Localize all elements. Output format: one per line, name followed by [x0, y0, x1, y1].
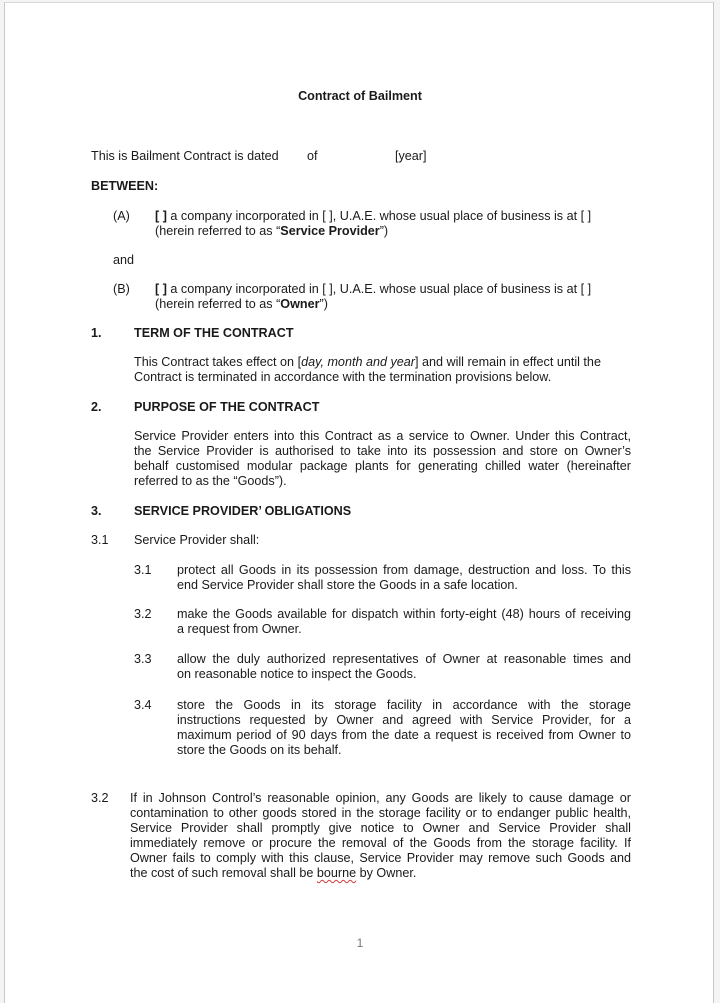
misspelled-word[interactable]: bourne — [316, 866, 357, 880]
section-2-number: 2. — [91, 400, 102, 414]
party-a-label: (A) — [113, 209, 130, 223]
clause-3-2-text — [130, 791, 631, 881]
section-1-text-a: This Contract takes effect on [ — [134, 355, 302, 369]
party-a-line1 — [155, 209, 633, 224]
section-3-number: 3. — [91, 504, 102, 518]
section-1-text-b: ] and will remain in effect until the — [414, 355, 601, 369]
clause-3-2-line: If in Johnson Control’s reasonable opinion, any Goods are likely to cause damage or — [130, 791, 631, 805]
subitem-line: end Service Provider shall store the Goods in a safe location. — [177, 578, 518, 592]
subitem-line: store the Goods on its behalf. — [177, 743, 342, 757]
party-b-line2 — [155, 297, 328, 312]
party-a-line2 — [155, 224, 388, 239]
party-a-herein-text: (herein referred to as “ — [155, 224, 281, 238]
party-b-herein-text: (herein referred to as “ — [155, 297, 281, 311]
subitem-line: store the Goods in its storage facility in accordance with the storage — [177, 698, 631, 712]
clause-3-1-intro: Service Provider shall: — [134, 533, 260, 547]
clause-3-2-last-line — [130, 866, 631, 881]
clause-3-2-last-line-prefix: the cost of such removal shall be — [130, 866, 317, 880]
page-number: 1 — [356, 936, 364, 950]
subitem-number: 3.2 — [134, 607, 152, 621]
party-b-line1 — [155, 282, 633, 297]
section-1-body-line1 — [134, 355, 601, 370]
section-3-heading: SERVICE PROVIDER’ OBLIGATIONS — [134, 504, 352, 518]
subitem-line: allow the duly authorized representatives of Owner at reasonable times and — [177, 652, 631, 666]
section-2-body-line: Service Provider enters into this Contract as a service to Owner. Under this Contract, — [134, 429, 631, 443]
subitem-number: 3.1 — [134, 563, 152, 577]
party-a-close-quote: ”) — [379, 224, 389, 238]
subitem-line: maximum period of 90 days from the date a request is received from Owner to — [177, 728, 631, 742]
subitem-line: a request from Owner. — [177, 622, 302, 636]
subitem-number: 3.3 — [134, 652, 152, 666]
party-a-description: a company incorporated in [ ], U.A.E. whose usual place of business is at [ ] — [166, 209, 592, 223]
party-a-bracket: [ ] — [155, 209, 167, 223]
and-label: and — [113, 253, 135, 267]
subitem-text — [177, 563, 631, 593]
clause-3-1-number: 3.1 — [91, 533, 109, 547]
section-1-body-line2: Contract is terminated in accordance with the termination provisions below. — [134, 370, 552, 384]
section-2-heading: PURPOSE OF THE CONTRACT — [134, 400, 320, 414]
clause-3-2-line: contamination to other goods stored in the storage facility or to endanger public health, — [130, 806, 631, 820]
section-1-number: 1. — [91, 326, 102, 340]
party-b-description: a company incorporated in [ ], U.A.E. whose usual place of business is at [ ] — [166, 282, 592, 296]
document-title: Contract of Bailment — [298, 89, 422, 103]
dated-line-year: [year] — [395, 149, 427, 163]
section-1-heading: TERM OF THE CONTRACT — [134, 326, 294, 340]
subitem-text — [177, 607, 631, 637]
clause-3-2-line: Service Provider shall promptly give notice to Owner and Service Provider shall — [130, 821, 631, 835]
clause-3-2-line: Owner fails to comply with this clause, Service Provider may remove such Goods and — [130, 851, 631, 865]
party-b-label: (B) — [113, 282, 130, 296]
subitem-line: make the Goods available for dispatch within forty-eight (48) hours of receiving — [177, 607, 631, 621]
subitem-line: instructions requested by Owner and agreed with Service Provider, for a — [177, 713, 631, 727]
subitem-line: on reasonable notice to inspect the Goods. — [177, 667, 417, 681]
subitem-line: protect all Goods in its possession from damage, destruction and loss. To this — [177, 563, 631, 577]
party-a-defined-term: Service Provider — [280, 224, 380, 238]
party-b-close-quote: ”) — [319, 297, 328, 311]
subitem-number: 3.4 — [134, 698, 152, 712]
party-b-bracket: [ ] — [155, 282, 167, 296]
clause-3-2-line: immediately remove or procure the removal of the Goods from the storage facility. If — [130, 836, 631, 850]
subitem-text — [177, 652, 631, 682]
section-2-body-line: behalf customised modular package plants for generating chilled water (hereinafter — [134, 459, 631, 473]
clause-3-2-number: 3.2 — [91, 791, 109, 805]
section-2-body-line: referred to as the “Goods”). — [134, 474, 287, 488]
dated-line-of: of — [307, 149, 318, 163]
dated-line-prefix: This is Bailment Contract is dated — [91, 149, 279, 163]
document-page — [4, 2, 714, 1003]
clause-3-2-last-line-suffix: by Owner. — [356, 866, 417, 880]
section-2-body-line: the Service Provider is authorised to take into its possession and store on Owner’s — [134, 444, 631, 458]
section-2-body — [134, 429, 631, 489]
section-1-date-placeholder: day, month and year — [301, 355, 415, 369]
subitem-text — [177, 698, 631, 758]
between-label: BETWEEN: — [91, 179, 159, 193]
party-b-defined-term: Owner — [280, 297, 320, 311]
